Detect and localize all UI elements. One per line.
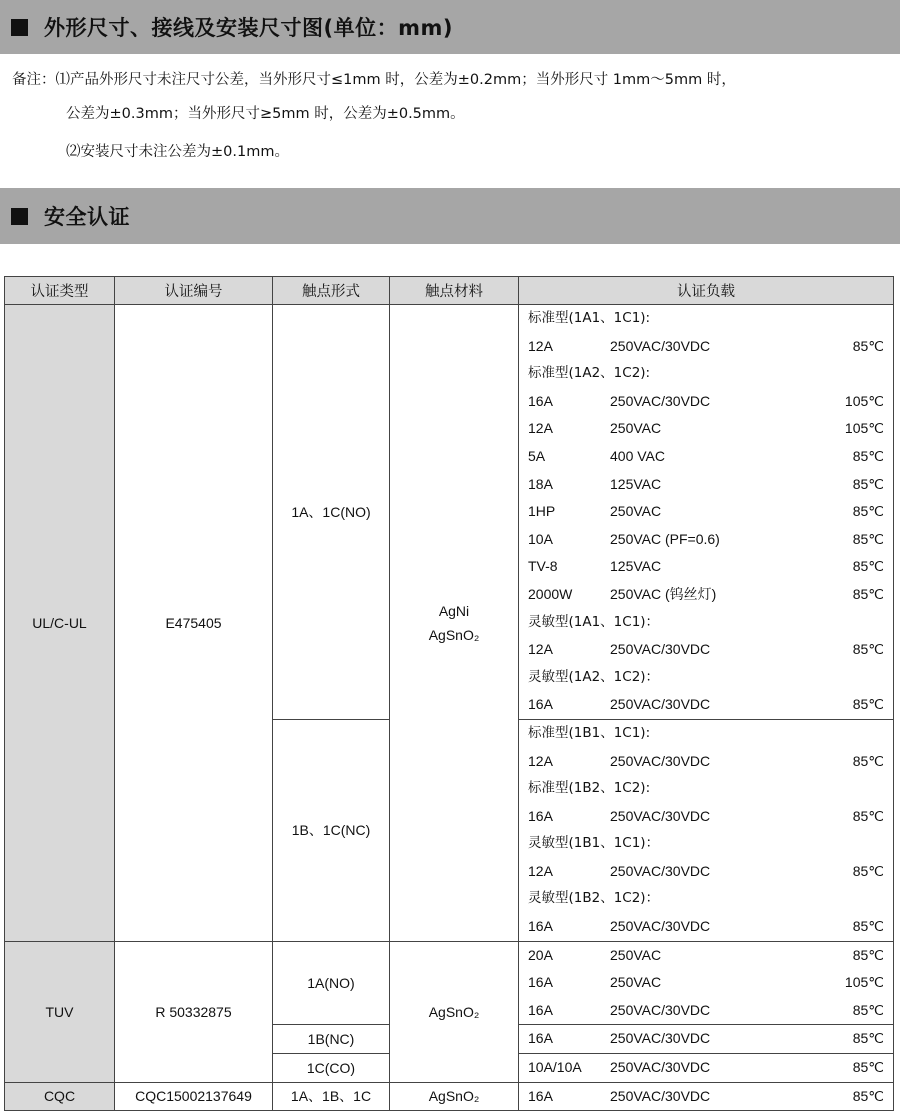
load-current: TV-8 <box>528 558 558 575</box>
load-voltage: 250VAC/30VDC <box>610 1087 711 1104</box>
square-bullet-icon <box>11 19 28 36</box>
header-cert-type: 认证类型 <box>5 277 115 305</box>
contact-form-ul-nc: 1B、1C(NC) <box>273 719 390 941</box>
load-entry <box>519 553 893 581</box>
load-current: 20A <box>528 946 553 963</box>
load-voltage: 250VAC/30VDC <box>610 1059 711 1076</box>
load-current: 16A <box>528 974 553 991</box>
load-voltage: 250VAC/30VDC <box>610 1001 711 1018</box>
load-temperature: 105℃ <box>844 974 884 991</box>
load-current: 12A <box>528 337 553 354</box>
load-voltage: 250VAC/30VDC <box>610 337 711 354</box>
load-group-heading: 灵敏型(1A1、1C1)： <box>528 613 660 630</box>
certification-table <box>4 276 894 1111</box>
header-contact-material: 触点材料 <box>390 277 519 305</box>
load-group-heading: 标准型(1B2、1C2): <box>528 780 651 797</box>
load-temperature: 85℃ <box>852 337 884 354</box>
cert-number-ul: E475405 <box>115 305 273 942</box>
load-entry <box>519 1025 893 1053</box>
table-header-row <box>5 277 894 305</box>
load-temperature: 85℃ <box>852 641 884 658</box>
load-entry <box>519 997 893 1025</box>
load-voltage: 250VAC/30VDC <box>610 392 711 409</box>
load-voltage: 250VAC/30VDC <box>610 918 711 935</box>
load-current: 18A <box>528 475 553 492</box>
load-entry <box>519 388 893 416</box>
note-line: ⑵安装尺寸未注公差为±0.1mm。 <box>66 144 289 160</box>
load-list-ul-nc <box>519 719 894 941</box>
header-cert-number: 认证编号 <box>115 277 273 305</box>
load-temperature: 105℃ <box>844 420 884 437</box>
cert-type-tuv: TUV <box>5 941 115 1082</box>
header-contact-form: 触点形式 <box>273 277 390 305</box>
load-temperature: 85℃ <box>852 530 884 547</box>
contact-material-tuv: AgSnO₂ <box>390 941 519 1082</box>
load-entry <box>519 581 893 609</box>
table-row <box>5 941 894 1025</box>
load-entry <box>519 913 893 941</box>
load-current: 12A <box>528 862 553 879</box>
material-agni: AgNi <box>438 602 470 619</box>
material-agsno2: AgSnO₂ <box>428 626 480 643</box>
load-voltage: 250VAC/30VDC <box>610 807 711 824</box>
load-entry <box>519 858 893 886</box>
load-voltage: 400 VAC <box>610 447 665 464</box>
load-entry <box>519 415 893 443</box>
contact-form-tuv-b: 1B(NC) <box>273 1025 390 1054</box>
load-entry <box>519 636 893 664</box>
load-temperature: 85℃ <box>852 1030 884 1047</box>
load-temperature: 85℃ <box>852 585 884 602</box>
section-title: 外形尺寸、接线及安装尺寸图(单位：mm) <box>44 16 453 40</box>
cert-number-cqc: CQC15002137649 <box>115 1082 273 1111</box>
load-entry <box>519 969 893 997</box>
load-entry <box>519 443 893 471</box>
contact-material-ul <box>390 305 519 942</box>
load-temperature: 105℃ <box>844 392 884 409</box>
load-temperature: 85℃ <box>852 752 884 769</box>
load-temperature: 85℃ <box>852 558 884 575</box>
load-current: 2000W <box>528 585 573 602</box>
load-voltage: 250VAC <box>610 503 662 520</box>
load-entry <box>519 498 893 526</box>
load-group-heading: 标准型(1B1、1C1): <box>528 724 651 741</box>
load-temperature: 85℃ <box>852 918 884 935</box>
load-temperature: 85℃ <box>852 1059 884 1076</box>
load-temperature: 85℃ <box>852 503 884 520</box>
cert-number-tuv: R 50332875 <box>115 941 273 1082</box>
load-entry <box>519 942 893 970</box>
load-voltage: 250VAC <box>610 974 662 991</box>
load-list-tuv-a <box>519 941 894 1025</box>
load-entry <box>519 1054 893 1082</box>
load-entry <box>519 471 893 499</box>
load-entry <box>519 526 893 554</box>
load-temperature: 85℃ <box>852 1001 884 1018</box>
note-line: 备注：⑴产品外形尺寸未注尺寸公差，当外形尺寸≤1mm 时，公差为±0.2mm；当外形尺寸 1mm～5mm 时， <box>12 72 736 88</box>
load-list-tuv-c <box>519 1054 894 1083</box>
load-current: 1HP <box>528 503 556 520</box>
load-current: 10A <box>528 530 553 547</box>
load-list-ul-no <box>519 305 894 720</box>
load-current: 16A <box>528 392 553 409</box>
load-group-heading: 灵敏型(1A2、1C2)： <box>528 668 660 685</box>
load-temperature: 85℃ <box>852 946 884 963</box>
header-cert-load: 认证负载 <box>519 277 894 305</box>
load-current: 12A <box>528 420 553 437</box>
load-voltage: 250VAC/30VDC <box>610 752 711 769</box>
load-current: 16A <box>528 1030 553 1047</box>
load-voltage: 125VAC <box>610 558 662 575</box>
load-current: 10A/10A <box>528 1059 582 1076</box>
load-entry <box>519 333 893 361</box>
section-title: 安全认证 <box>44 205 130 229</box>
square-bullet-icon <box>11 208 28 225</box>
load-current: 16A <box>528 1001 553 1018</box>
load-temperature: 85℃ <box>852 807 884 824</box>
load-entry <box>519 1083 893 1111</box>
load-current: 16A <box>528 918 553 935</box>
load-voltage: 250VAC <box>610 946 662 963</box>
load-current: 16A <box>528 807 553 824</box>
table-row <box>5 305 894 720</box>
load-list-tuv-b <box>519 1025 894 1054</box>
contact-form-ul-no: 1A、1C(NO) <box>273 305 390 720</box>
load-list-cqc <box>519 1082 894 1111</box>
load-temperature: 85℃ <box>852 862 884 879</box>
section-header-certification <box>0 188 900 244</box>
contact-form-tuv-a: 1A(NO) <box>273 941 390 1025</box>
load-voltage: 250VAC/30VDC <box>610 696 711 713</box>
load-temperature: 85℃ <box>852 447 884 464</box>
note-line: 公差为±0.3mm；当外形尺寸≥5mm 时，公差为±0.5mm。 <box>66 106 465 122</box>
cert-type-ul: UL/C-UL <box>5 305 115 942</box>
contact-form-tuv-c: 1C(CO) <box>273 1054 390 1083</box>
load-voltage: 125VAC <box>610 475 662 492</box>
load-group-heading: 灵敏型(1B1、1C1)： <box>528 835 660 852</box>
load-entry <box>519 803 893 831</box>
load-temperature: 85℃ <box>852 696 884 713</box>
section-header-dimensions <box>0 0 900 54</box>
load-voltage: 250VAC (钨丝灯) <box>610 585 717 602</box>
load-voltage: 250VAC/30VDC <box>610 1030 711 1047</box>
contact-material-cqc: AgSnO₂ <box>390 1082 519 1111</box>
load-temperature: 85℃ <box>852 1087 884 1104</box>
table-row <box>5 1082 894 1111</box>
load-entry <box>519 691 893 719</box>
load-current: 16A <box>528 1087 553 1104</box>
load-current: 12A <box>528 752 553 769</box>
load-temperature: 85℃ <box>852 475 884 492</box>
load-current: 5A <box>528 447 546 464</box>
contact-form-cqc: 1A、1B、1C <box>273 1082 390 1111</box>
load-current: 12A <box>528 641 553 658</box>
load-voltage: 250VAC (PF=0.6) <box>610 530 720 547</box>
load-voltage: 250VAC <box>610 420 662 437</box>
load-group-heading: 灵敏型(1B2、1C2)： <box>528 890 660 907</box>
load-current: 16A <box>528 696 553 713</box>
load-voltage: 250VAC/30VDC <box>610 862 711 879</box>
load-group-heading: 标准型(1A2、1C2): <box>528 365 651 382</box>
load-entry <box>519 748 893 776</box>
load-group-heading: 标准型(1A1、1C1): <box>528 310 651 326</box>
load-voltage: 250VAC/30VDC <box>610 641 711 658</box>
cert-type-cqc: CQC <box>5 1082 115 1111</box>
